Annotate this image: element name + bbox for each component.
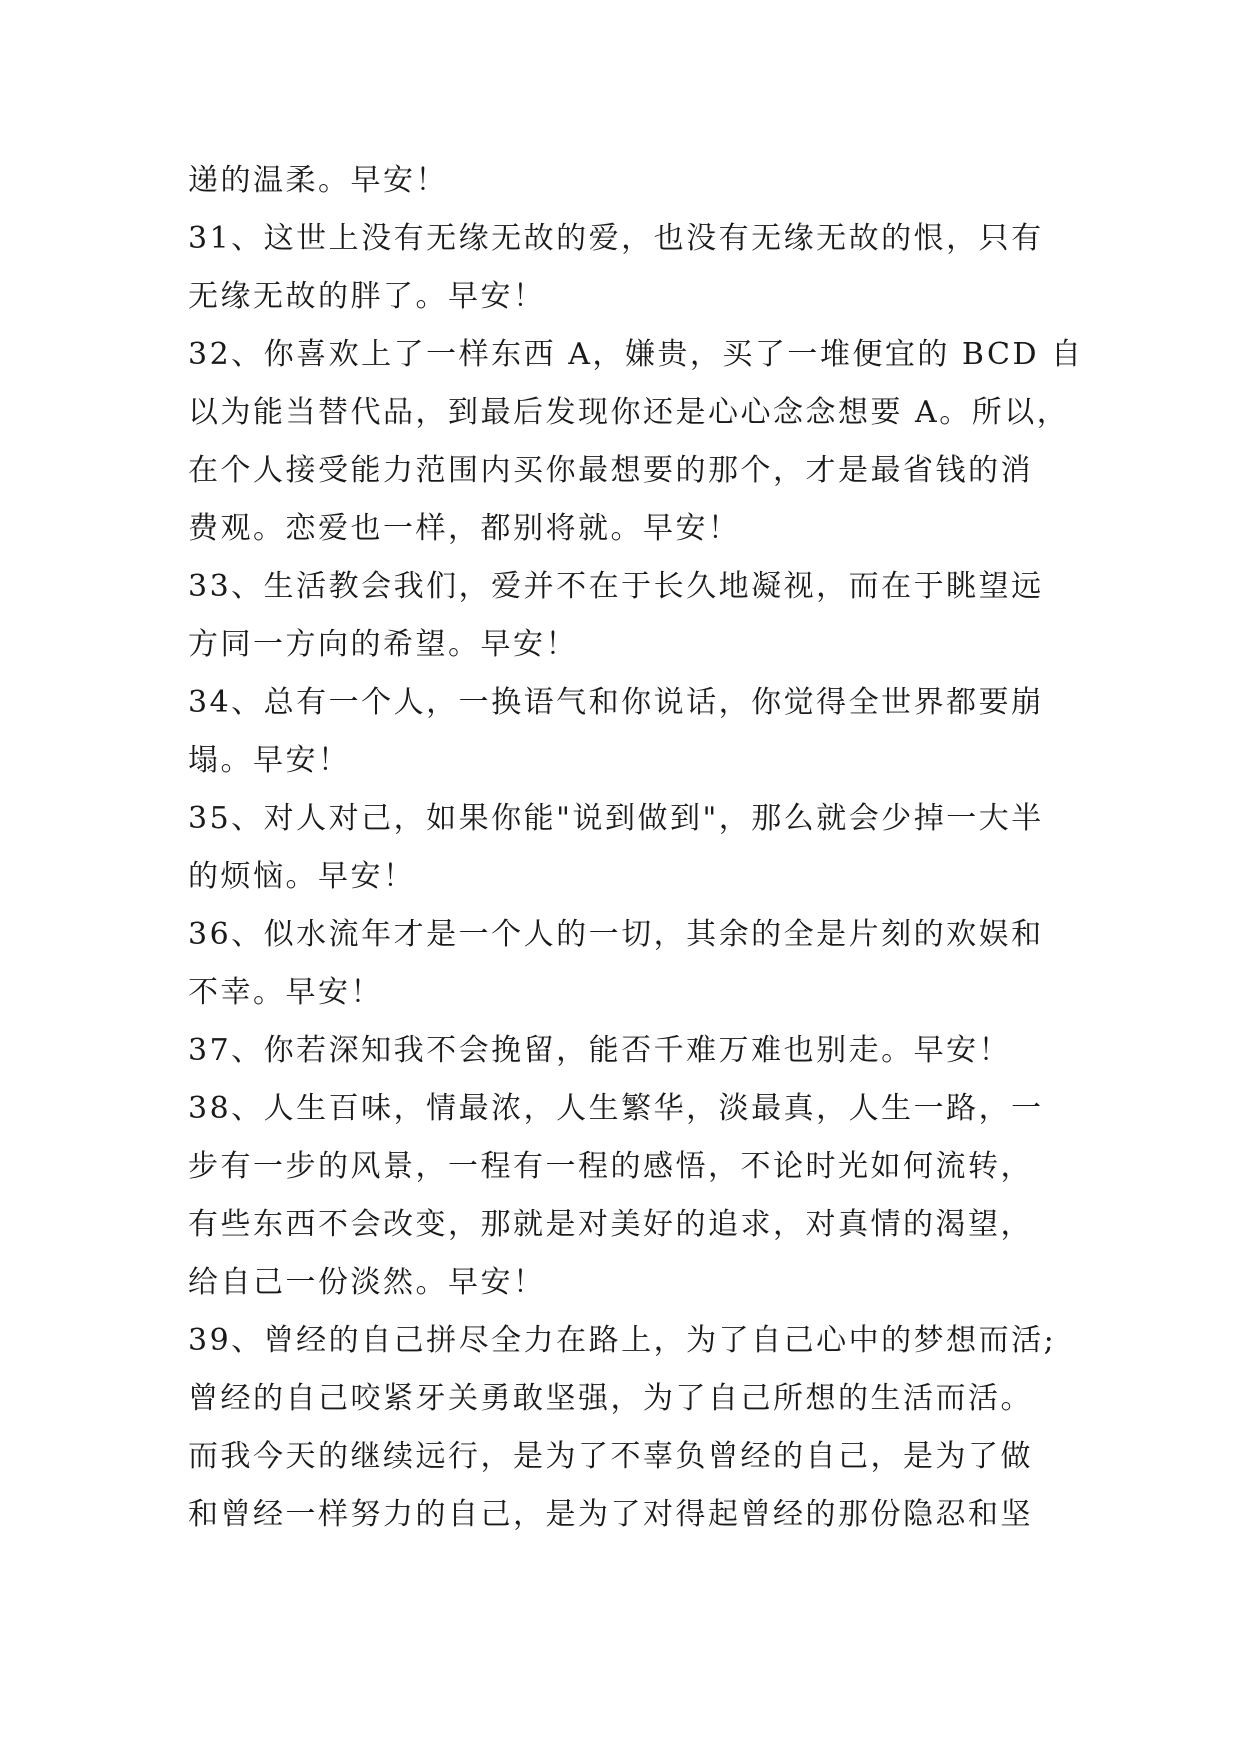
text-line: 38、人生百味，情最浓，人生繁华，淡最真，人生一路，一	[188, 1091, 1044, 1126]
text-line: 步有一步的风景，一程有一程的感悟，不论时光如何流转，	[188, 1149, 1033, 1184]
text-line: 不幸。早安！	[188, 975, 383, 1010]
text-line: 曾经的自己咬紧牙关勇敢坚强，为了自己所想的生活而活。	[188, 1381, 1033, 1416]
text-line: 36、似水流年才是一个人的一切，其余的全是片刻的欢娱和	[188, 917, 1044, 952]
text-line: 费观。恋爱也一样，都别将就。早安！	[188, 511, 741, 546]
text-line: 34、总有一个人，一换语气和你说话，你觉得全世界都要崩	[188, 685, 1044, 720]
text-line: 有些东西不会改变，那就是对美好的追求，对真情的渴望，	[188, 1207, 1033, 1242]
text-line: 以为能当替代品，到最后发现你还是心心念念想要 A。所以，	[188, 395, 1070, 430]
text-line: 37、你若深知我不会挽留，能否千难万难也别走。早安！	[188, 1033, 1012, 1068]
text-line: 和曾经一样努力的自己，是为了对得起曾经的那份隐忍和坚	[188, 1497, 1033, 1532]
body-text	[188, 152, 1084, 1544]
text-line: 给自己一份淡然。早安！	[188, 1265, 546, 1300]
text-line: 35、对人对己，如果你能"说到做到"，那么就会少掉一大半	[188, 801, 1044, 836]
text-line: 方同一方向的希望。早安！	[188, 627, 578, 662]
text-line: 的烦恼。早安！	[188, 859, 416, 894]
text-line: 在个人接受能力范围内买你最想要的那个，才是最省钱的消	[188, 453, 1033, 488]
text-line: 递的温柔。早安！	[188, 163, 448, 198]
text-line: 33、生活教会我们，爱并不在于长久地凝视，而在于眺望远	[188, 569, 1044, 604]
text-line: 31、这世上没有无缘无故的爱，也没有无缘无故的恨，只有	[188, 221, 1044, 256]
text-line: 32、你喜欢上了一样东西 A，嫌贵，买了一堆便宜的 BCD 自	[188, 337, 1084, 372]
text-line: 无缘无故的胖了。早安！	[188, 279, 546, 314]
text-line: 39、曾经的自己拼尽全力在路上，为了自己心中的梦想而活;	[188, 1323, 1057, 1358]
text-line: 塌。早安！	[188, 743, 351, 778]
text-line: 而我今天的继续远行，是为了不辜负曾经的自己，是为了做	[188, 1439, 1033, 1474]
